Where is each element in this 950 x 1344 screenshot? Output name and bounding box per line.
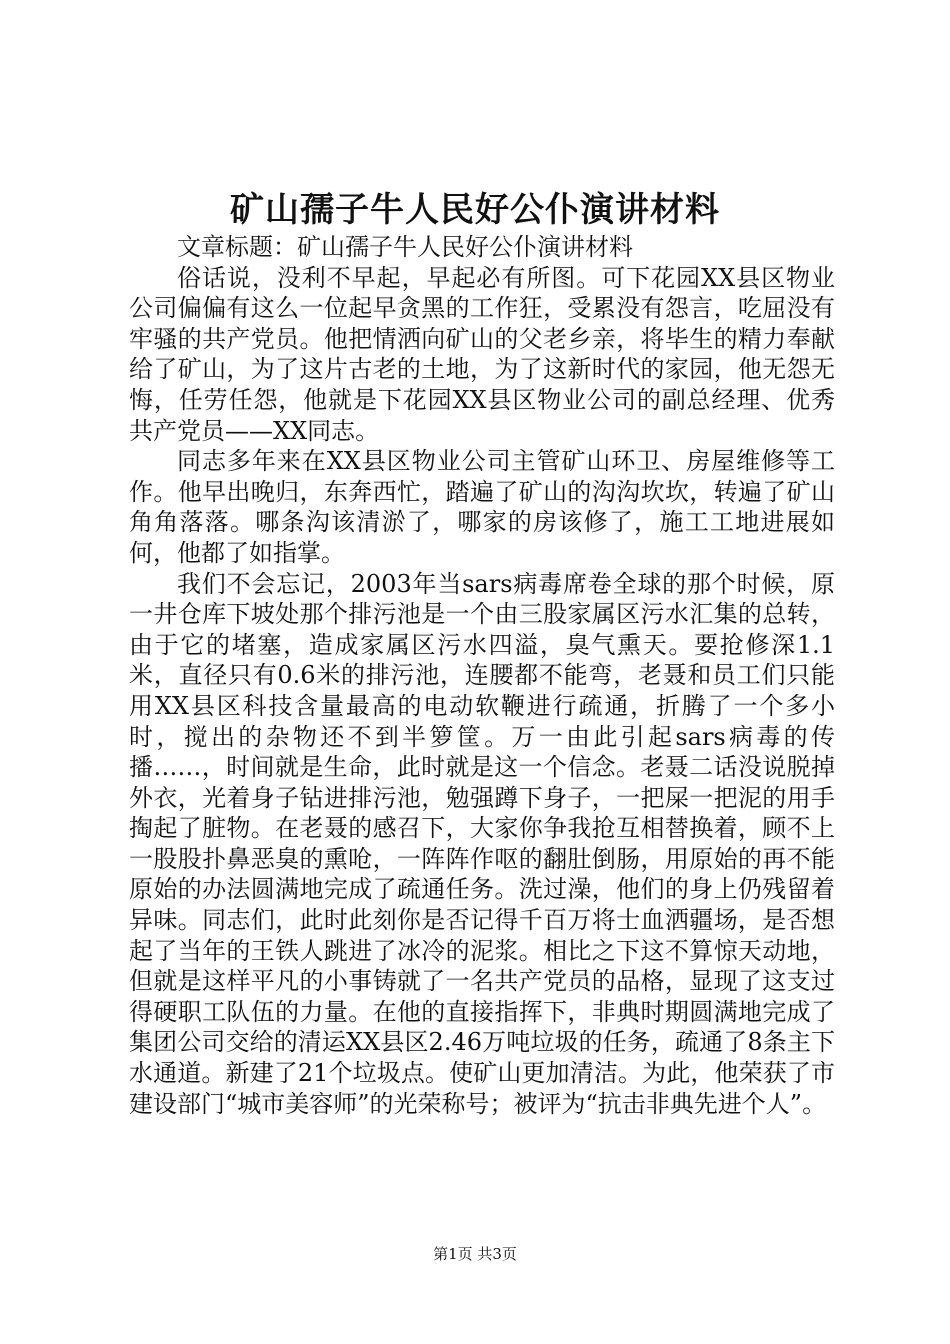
paragraph-work: 同志多年来在XX县区物业公司主管矿山环卫、房屋维修等工作。他早出晚归，东奔西忙，踏遍了矿山的沟沟坎坎，转遍了矿山角角落落。哪条沟该清淤了，哪家的房该修了，施工工地进展如何，他都了如指掌。 — [129, 447, 835, 567]
document-body — [129, 232, 835, 1119]
paragraph-intro: 俗话说，没利不早起，早起必有所图。可下花园XX县区物业公司偏偏有这么一位起早贪黑的工作狂，受累没有怨言，吃屈没有牢骚的共产党员。他把情洒向矿山的父老乡亲，将毕生的精力奉献给了矿山，为了这片古老的土地，为了这新时代的家园，他无怨无悔，任劳任怨，他就是下花园XX县区物业公司的副总经理、优秀共产党员——XX同志。 — [129, 263, 835, 445]
page-footer: 第1页 共3页 — [433, 1245, 517, 1263]
paragraph-sars: 我们不会忘记，2003年当sars病毒席卷全球的那个时候，原一井仓库下坡处那个排污池是一个由三股家属区污水汇集的总转，由于它的堵塞，造成家属区污水四溢，臭气熏天。要抢修深1.1米，直径只有0.6米的排污池，连腰都不能弯，老聂和员工们只能用XX县区科技含量最高的电动软鞭进行疏通，折腾了一个多小时，搅出的杂物还不到半箩筐。万一由此引起sars病毒的传播……，时间就是生命，此时就是这一个信念。老聂二话没说脱掉外衣，光着身子钻进排污池，勉强蹲下身子，一把屎一把泥的用手掏起了脏物。在老聂的感召下，大家你争我抢互相替换着，顾不上一股股扑鼻恶臭的熏呛，一阵阵作呕的翻肚倒肠，用原始的再不能原始的办法圆满地完成了疏通任务。洗过澡，他们的身上仍残留着异味。同志们，此时此刻你是否记得千百万将士血洒疆场，是否想起了当年的王铁人跳进了冰冷的泥浆。相比之下这不算惊天动地，但就是这样平凡的小事铸就了一名共产党员的品格，显现了这支过得硬职工队伍的力量。在他的直接指挥下，非典时期圆满地完成了集团公司交给的清运XX县区2.46万吨垃圾的任务，疏通了8条主下水通道。新建了21个垃圾点。使矿山更加清洁。为此，他荣获了市建设部门“城市美容师”的光荣称号；被评为“抗击非典先进个人”。 — [129, 569, 835, 1118]
paragraph-article-title: 文章标题：矿山孺子牛人民好公仆演讲材料 — [177, 233, 633, 261]
document-title: 矿山孺子牛人民好公仆演讲材料 — [230, 190, 720, 230]
